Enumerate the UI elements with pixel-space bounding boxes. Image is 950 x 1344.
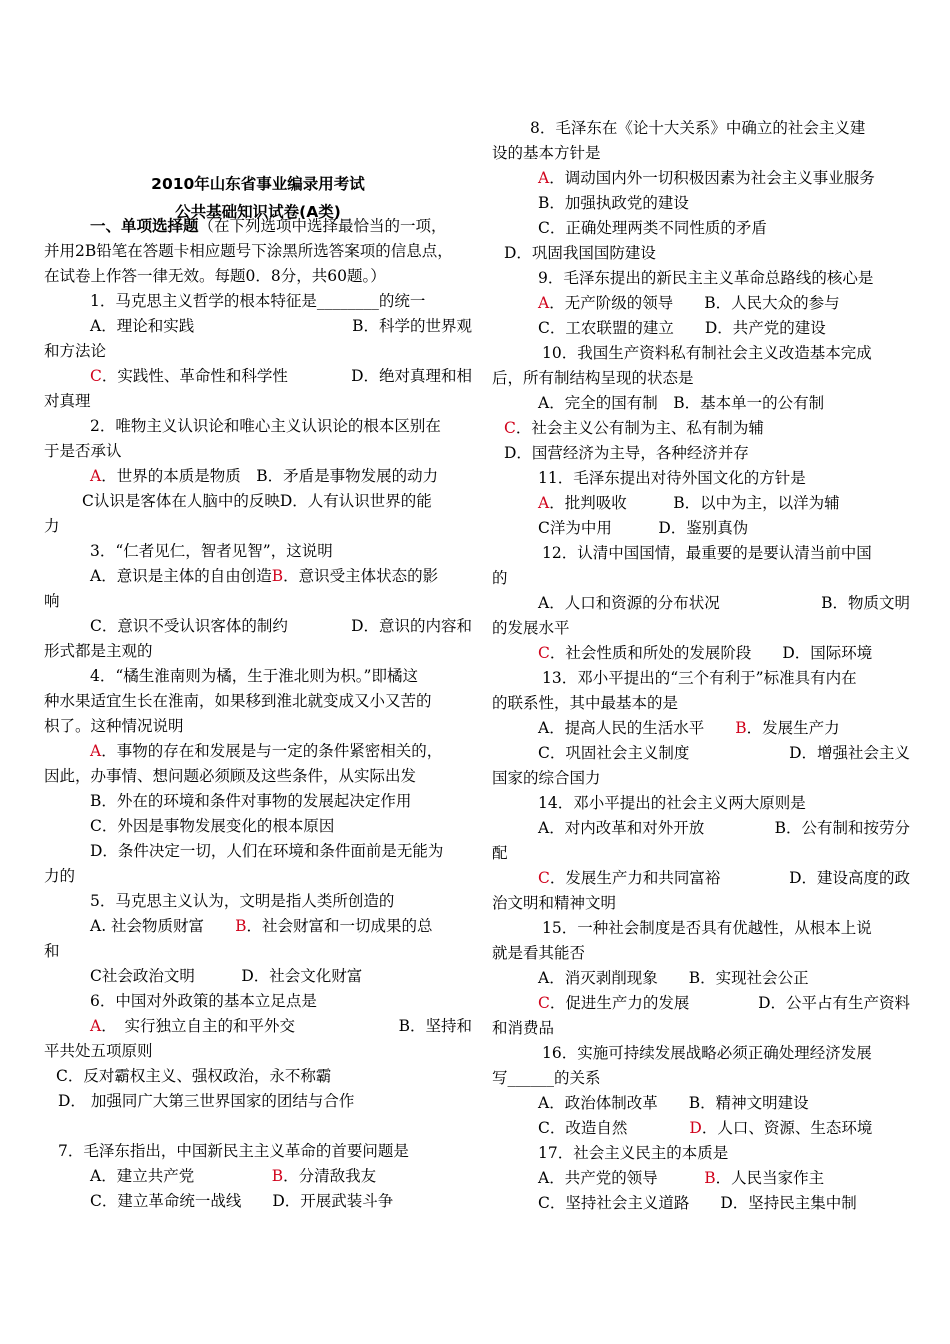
- text-segment: 枳了。这种情况说明: [44, 717, 184, 735]
- right-line: [538, 1142, 728, 1164]
- text-segment: A．人口和资源的分布状况: [538, 594, 720, 612]
- text-segment: D．增强社会主义: [789, 744, 910, 762]
- text-segment: 对真理: [44, 392, 91, 410]
- text-segment: 种水果适宜生长在淮南，如果移到淮北就变成又小又苦的: [44, 692, 432, 710]
- text-segment: C．外因是事物发展变化的根本原因: [90, 817, 335, 835]
- right-line: [530, 117, 865, 139]
- right-line: [492, 142, 601, 164]
- right-line: [538, 1117, 872, 1139]
- left-line: [44, 640, 153, 662]
- text-segment: 和: [44, 942, 60, 960]
- left-line: [90, 540, 333, 562]
- left-line: [58, 1140, 409, 1162]
- text-segment: C．工农联盟的建立 D．共产党的建设: [538, 319, 826, 337]
- text-segment: C认识是客体在人脑中的反映D．人有认识世界的能: [82, 492, 432, 510]
- right-line: [538, 1092, 809, 1114]
- left-line: [90, 315, 472, 337]
- left-line: [90, 740, 442, 762]
- text-segment: A．提高人民的生活水平: [538, 719, 736, 737]
- text-segment: A．政治体制改革 B．精神文明建设: [538, 1094, 809, 1112]
- left-line: [44, 1040, 153, 1062]
- section-heading: 一、单项选择题: [90, 216, 199, 235]
- document-title: 2010年山东省事业编录用考试: [151, 175, 365, 193]
- right-line: [538, 967, 809, 989]
- left-line: [44, 690, 432, 712]
- text-segment: ．实践性、革命性和科学性: [101, 367, 288, 385]
- text-segment: 17．社会主义民主的本质是: [538, 1144, 729, 1162]
- answer-letter: B: [235, 917, 247, 935]
- text-segment: ．世界的本质是物质 B．矛盾是事物发展的动力: [101, 467, 439, 485]
- left-line: [44, 440, 122, 462]
- text-segment: D．意识的内容和: [351, 617, 472, 635]
- text-segment: 于是否承认: [44, 442, 122, 460]
- text-segment: 13．邓小平提出的“三个有利于”标准具有内在: [542, 669, 857, 687]
- left-line: [90, 290, 425, 312]
- answer-letter: B: [735, 719, 747, 737]
- left-line: [56, 1065, 331, 1087]
- text-segment: 响: [44, 592, 60, 610]
- text-segment: C．巩固社会主义制度: [538, 744, 690, 762]
- left-line: [90, 465, 438, 487]
- text-segment: 的联系性，其中最基本的是: [492, 694, 679, 712]
- right-line: [492, 617, 570, 639]
- text-segment: C．意识不受认识客体的制约: [90, 617, 288, 635]
- text-segment: ．发展生产力: [746, 719, 840, 737]
- text-segment: 2．唯物主义认识论和唯心主义认识论的根本区别在: [90, 417, 441, 435]
- answer-letter: B: [704, 1169, 716, 1187]
- text-segment: C．坚持社会主义道路 D．坚持民主集中制: [538, 1194, 857, 1212]
- text-segment: 的发展水平: [492, 619, 570, 637]
- text-segment: B．物质文明: [821, 594, 910, 612]
- text-segment: 10．我国生产资料私有制社会主义改造基本完成: [542, 344, 872, 362]
- text-segment: A．理论和实践: [90, 317, 195, 335]
- text-segment: ．社会财富和一切成果的总: [246, 917, 433, 935]
- answer-letter: C: [538, 994, 550, 1012]
- text-segment: ．事物的存在和发展是与一定的条件紧密相关的，: [101, 742, 443, 760]
- left-line: [90, 915, 432, 937]
- text-segment: C．反对霸权主义、强权政治，永不称霸: [56, 1067, 332, 1085]
- text-segment: B．科学的世界观: [352, 317, 472, 335]
- answer-letter: A: [538, 494, 550, 512]
- left-line: [90, 665, 418, 687]
- text-segment: 6．中国对外政策的基本立足点是: [90, 992, 317, 1010]
- left-line: [90, 365, 472, 387]
- text-segment: ．分清敌我友: [283, 1167, 377, 1185]
- text-segment: A．建立共产党: [90, 1167, 272, 1185]
- text-segment: C洋为中用 D．鉴别真伪: [538, 519, 749, 537]
- right-line: [538, 642, 872, 664]
- text-segment: C．改造自然: [538, 1119, 690, 1137]
- right-line: [492, 692, 678, 714]
- text-segment: 平共处五项原则: [44, 1042, 153, 1060]
- text-segment: B．加强执政党的建设: [538, 194, 689, 212]
- text-segment: A．意识是主体的自由创造: [90, 567, 272, 585]
- answer-letter: A: [90, 1017, 102, 1035]
- left-line: [44, 390, 91, 412]
- answer-letter: C: [538, 869, 550, 887]
- text-segment: 和方法论: [44, 342, 107, 360]
- text-segment: ．发展生产力和共同富裕: [549, 869, 721, 887]
- left-line: [90, 840, 443, 862]
- text-segment: ． 实行独立自主的和平外交: [101, 1017, 295, 1035]
- right-line: [504, 242, 656, 264]
- text-segment: D． 加强同广大第三世界国家的团结与合作: [58, 1092, 355, 1110]
- right-line: [538, 292, 840, 314]
- left-line: [90, 990, 317, 1012]
- left-line: [90, 415, 441, 437]
- right-line: [538, 517, 748, 539]
- answer-letter: A: [90, 742, 102, 760]
- right-line: [492, 892, 616, 914]
- right-line: [492, 367, 694, 389]
- text-segment: 16．实施可持续发展战略必须正确处理经济发展: [542, 1044, 872, 1062]
- left-line: [44, 515, 60, 537]
- text-segment: C．建立革命统一战线 D．开展武装斗争: [90, 1192, 394, 1210]
- right-line: [538, 492, 840, 514]
- text-segment: B．公有制和按劳分: [774, 819, 910, 837]
- text-segment: 治文明和精神文明: [492, 894, 617, 912]
- text-segment: B．坚持和: [398, 1017, 472, 1035]
- right-line: [538, 467, 806, 489]
- left-line: [44, 265, 386, 287]
- left-line: [44, 590, 60, 612]
- right-line: [538, 867, 910, 889]
- text-segment: A. 社会物质财富: [90, 917, 236, 935]
- right-line: [492, 767, 601, 789]
- text-segment: 并用2B铅笔在答题卡相应题号下涂黑所选答案项的信息点，: [44, 242, 453, 260]
- text-segment: ．调动国内外一切积极因素为社会主义事业服务: [549, 169, 875, 187]
- right-line: [542, 1042, 872, 1064]
- left-line: [58, 1090, 354, 1112]
- right-line: [504, 442, 749, 464]
- right-line: [538, 217, 767, 239]
- text-segment: B．外在的环境和条件对事物的发展起决定作用: [90, 792, 412, 810]
- text-segment: 设的基本方针是: [492, 144, 601, 162]
- right-line: [492, 1067, 601, 1089]
- left-line: [90, 815, 334, 837]
- text-segment: ．社会性质和所处的发展阶段 D．国际环境: [549, 644, 873, 662]
- text-segment: 12．认清中国国情，最重要的是要认清当前中国: [542, 544, 872, 562]
- section-heading-line: [90, 215, 447, 237]
- text-segment: 9．毛泽东提出的新民主主义革命总路线的核心是: [538, 269, 874, 287]
- left-line: [90, 1165, 376, 1187]
- left-line: [90, 890, 394, 912]
- right-line: [538, 592, 910, 614]
- text-segment: ．社会主义公有制为主、私有制为辅: [515, 419, 764, 437]
- text-segment: 8．毛泽东在《论十大关系》中确立的社会主义建: [530, 119, 866, 137]
- section-instructions: （在下列选项中选择最恰当的一项，: [198, 217, 447, 235]
- answer-letter: A: [90, 467, 102, 485]
- right-line: [538, 317, 826, 339]
- right-line: [538, 192, 689, 214]
- text-segment: ．人民当家作主: [715, 1169, 825, 1187]
- text-segment: C社会政治文明 D．社会文化财富: [90, 967, 363, 985]
- right-line: [504, 417, 764, 439]
- text-segment: 写______的关系: [492, 1069, 601, 1087]
- right-line: [538, 267, 873, 289]
- right-line: [538, 817, 910, 839]
- right-line: [538, 167, 875, 189]
- right-line: [538, 392, 824, 414]
- document-subtitle: 公共基础知识试卷(A类): [175, 203, 341, 221]
- text-segment: A．共产党的领导: [538, 1169, 705, 1187]
- answer-letter: C: [504, 419, 516, 437]
- left-line: [90, 565, 438, 587]
- text-segment: 因此，办事情、想问题必须顾及这些条件，从实际出发: [44, 767, 417, 785]
- text-segment: 11．毛泽东提出对待外国文化的方针是: [538, 469, 806, 487]
- text-segment: D．巩固我国国防建设: [504, 244, 656, 262]
- text-segment: D．公平占有生产资料: [758, 994, 910, 1012]
- right-line: [542, 917, 872, 939]
- text-segment: ．人口、资源、生态环境: [701, 1119, 873, 1137]
- text-segment: 和消费品: [492, 1019, 555, 1037]
- left-line: [90, 1015, 472, 1037]
- left-line: [44, 240, 453, 262]
- answer-letter: C: [90, 367, 102, 385]
- text-segment: 3．“仁者见仁，智者见智”，这说明: [90, 542, 333, 560]
- text-segment: A．对内改革和对外开放: [538, 819, 705, 837]
- left-line: [44, 865, 75, 887]
- text-segment: 形式都是主观的: [44, 642, 153, 660]
- answer-letter: B: [271, 567, 284, 585]
- text-segment: 在试卷上作答一律无效。每题0．8分，共60题。）: [44, 267, 386, 285]
- text-segment: 的: [492, 569, 508, 587]
- left-line: [90, 1190, 393, 1212]
- right-line: [538, 742, 910, 764]
- left-line: [44, 340, 106, 362]
- answer-letter: A: [538, 294, 550, 312]
- text-segment: 就是看其能否: [492, 944, 586, 962]
- answer-letter: A: [538, 169, 550, 187]
- right-line: [542, 342, 872, 364]
- left-line: [44, 940, 60, 962]
- text-segment: 5．马克思主义认为，文明是指人类所创造的: [90, 892, 395, 910]
- left-line: [44, 715, 184, 737]
- text-segment: 后，所有制结构呈现的状态是: [492, 369, 694, 387]
- text-segment: A．消灭剥削现象 B．实现社会公正: [538, 969, 809, 987]
- text-segment: D．国营经济为主导，各种经济并存: [504, 444, 749, 462]
- right-line: [492, 842, 508, 864]
- right-line: [542, 667, 857, 689]
- text-segment: ．促进生产力的发展: [549, 994, 690, 1012]
- left-line: [82, 490, 432, 512]
- text-segment: 力的: [44, 867, 76, 885]
- text-segment: ．批判吸收 B．以中为主，以洋为辅: [549, 494, 840, 512]
- right-line: [538, 792, 806, 814]
- right-line: [542, 542, 872, 564]
- answer-letter: B: [271, 1167, 284, 1185]
- text-segment: 力: [44, 517, 60, 535]
- text-segment: 1．马克思主义哲学的根本特征是________的统一: [90, 292, 426, 310]
- left-line: [90, 790, 411, 812]
- right-line: [538, 717, 840, 739]
- text-segment: C．正确处理两类不同性质的矛盾: [538, 219, 767, 237]
- right-line: [492, 942, 585, 964]
- text-segment: D．建设高度的政: [789, 869, 910, 887]
- text-segment: A．完全的国有制 B．基本单一的公有制: [538, 394, 825, 412]
- text-segment: 国家的综合国力: [492, 769, 601, 787]
- text-segment: D．绝对真理和相: [351, 367, 472, 385]
- text-segment: 14．邓小平提出的社会主义两大原则是: [538, 794, 806, 812]
- right-line: [538, 1167, 824, 1189]
- left-line: [90, 965, 362, 987]
- text-segment: 配: [492, 844, 508, 862]
- text-segment: D．条件决定一切，人们在环境和条件面前是无能为: [90, 842, 444, 860]
- text-segment: ．意识受主体状态的影: [283, 567, 439, 585]
- answer-letter: D: [689, 1119, 702, 1137]
- text-segment: 15．一种社会制度是否具有优越性，从根本上说: [542, 919, 872, 937]
- answer-letter: C: [538, 644, 550, 662]
- left-line: [90, 615, 472, 637]
- right-line: [538, 1192, 857, 1214]
- text-segment: ．无产阶级的领导 B．人民大众的参与: [549, 294, 840, 312]
- left-line: [44, 765, 416, 787]
- right-line: [492, 567, 508, 589]
- right-line: [492, 1017, 554, 1039]
- text-segment: 4．“橘生淮南则为橘，生于淮北则为枳。”即橘这: [90, 667, 418, 685]
- right-line: [538, 992, 910, 1014]
- text-segment: 7．毛泽东指出，中国新民主主义革命的首要问题是: [58, 1142, 409, 1160]
